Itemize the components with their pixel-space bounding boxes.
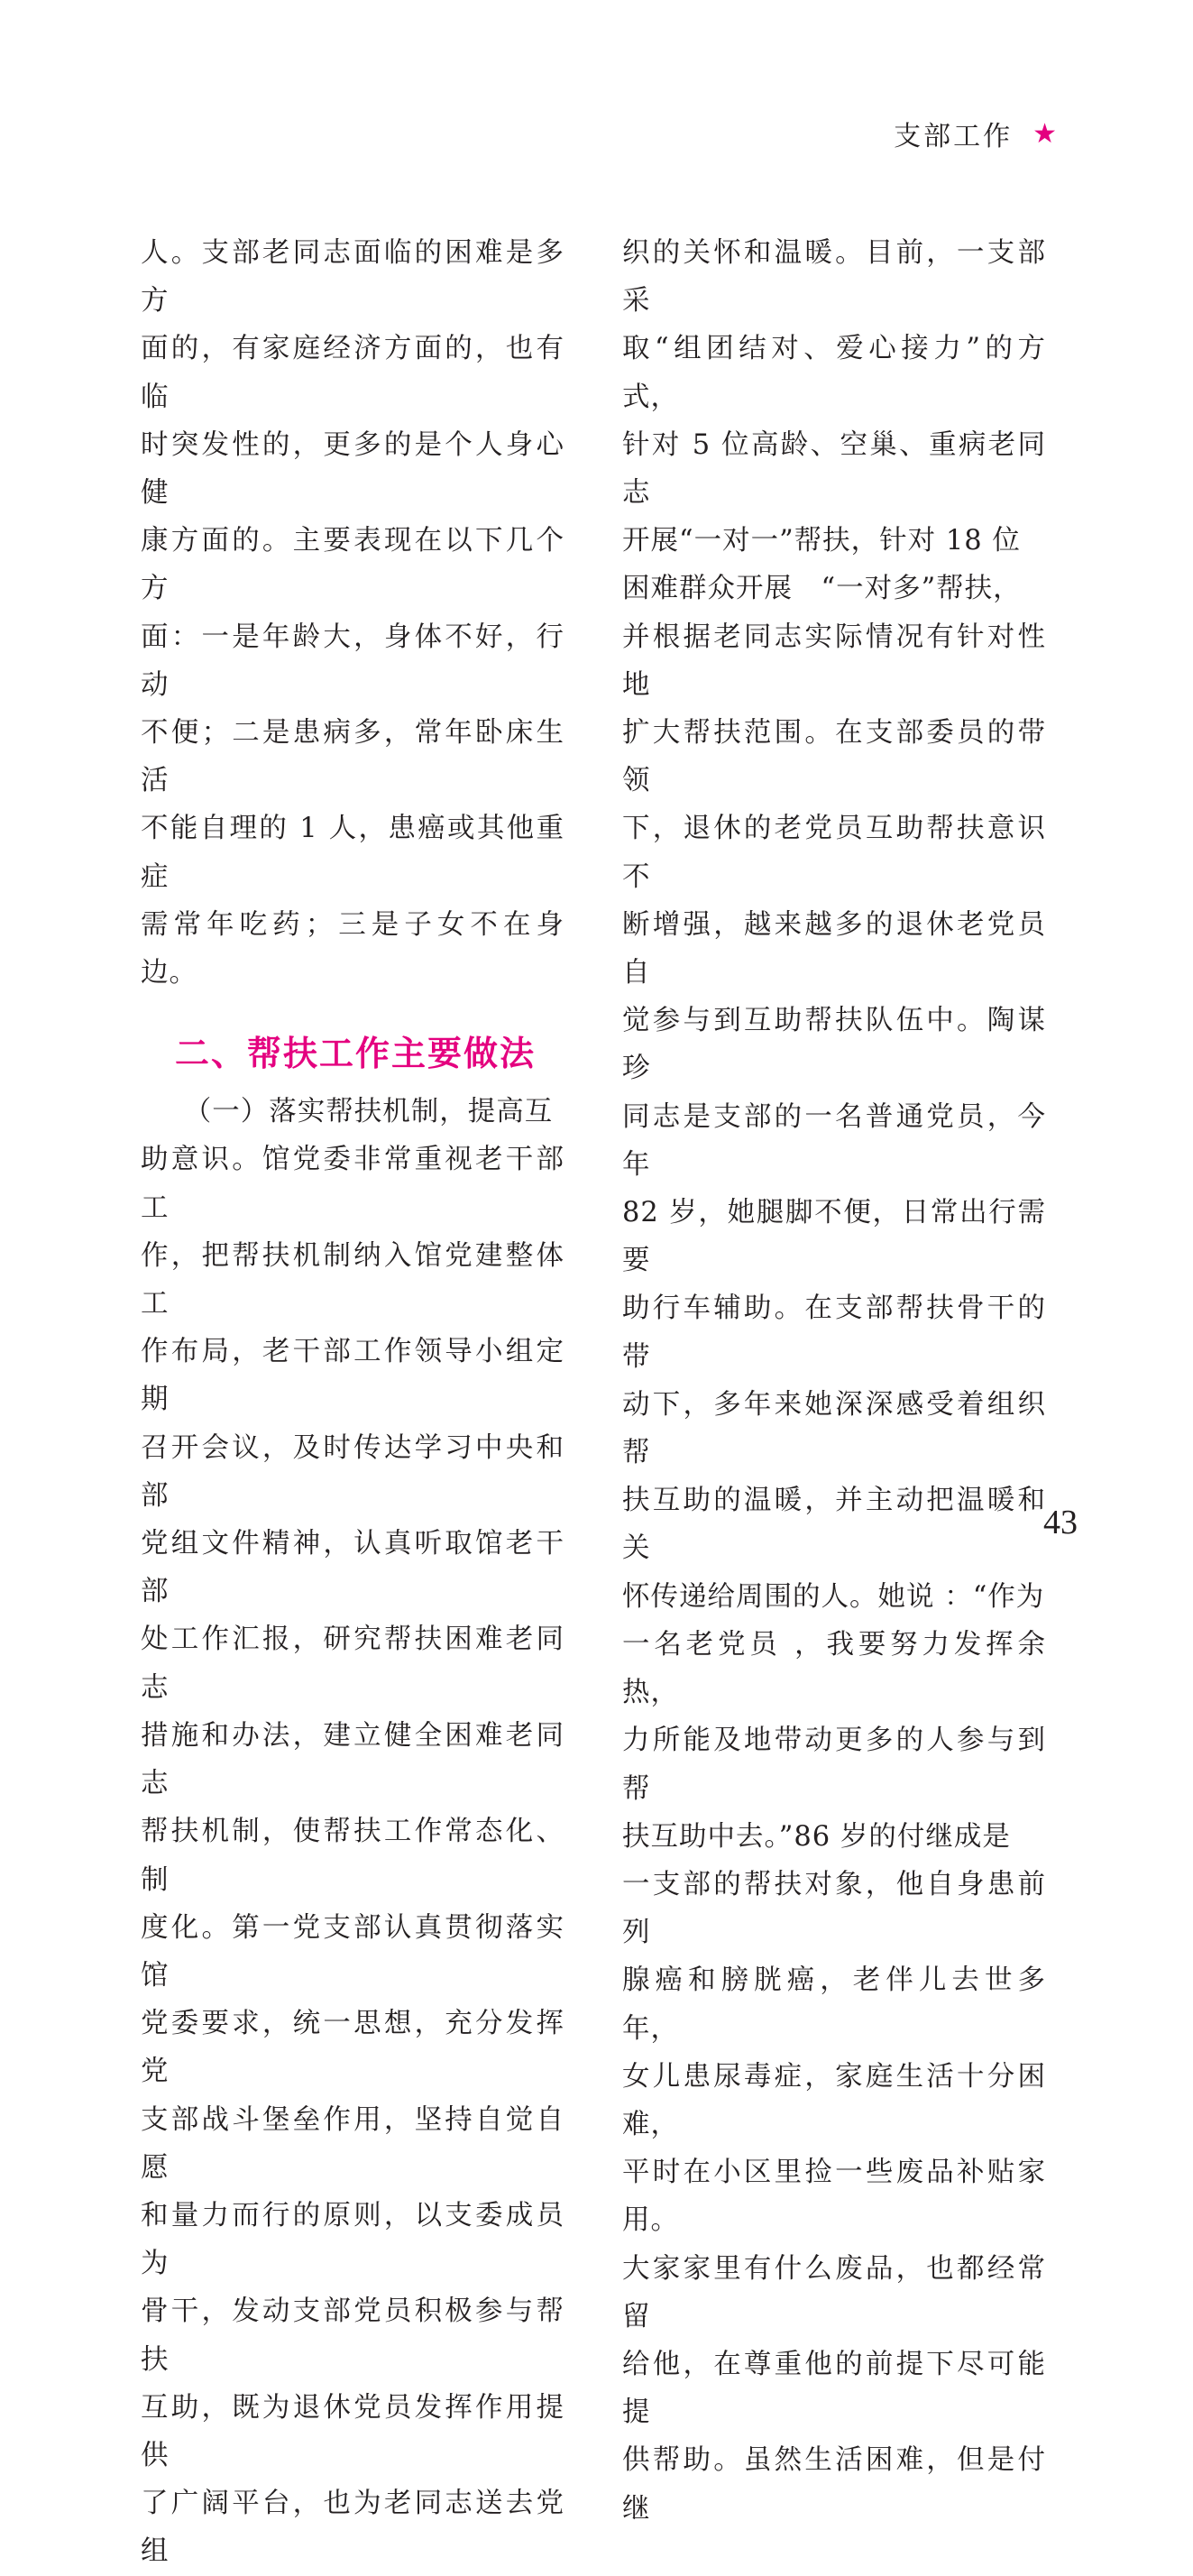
page-number: 43 (1043, 1504, 1078, 1541)
left-column (141, 229, 564, 2576)
star-icon: ★ (1032, 117, 1060, 150)
section-heading: 二、帮扶工作主要做法 (175, 1034, 537, 1074)
paragraph-intro: 人。支部老同志面临的困难是多方 面的，有家庭经济方面的，也有临 时突发性的，更多的是个人身心健 康方面的。主要表现在以下几个方 面：一是年龄大，身体不好，行动 不便；二是患病多，常年卧床生活 不能自理的 1 人，患癌或其他重症 需常年吃药；三是子女不在身边。 (141, 237, 564, 989)
section-title: 支部工作 (894, 121, 1014, 152)
right-column (622, 229, 1046, 2533)
paragraph-mechanism: （一）落实帮扶机制，提高互 助意识。馆党委非常重视老干部工 作，把帮扶机制纳入馆党建整体工 作布局，老干部工作领导小组定期 召开会议，及时传达学习中央和部 党组文件精神，认真听取馆老干部 处工作汇报，研究帮扶困难老同志 措施和办法，建立健全困难老同志 帮扶机制，使帮扶工作常态化、制 度化。第一党支部认真贯彻落实馆 党委要求，统一思想，充分发挥党 支部战斗堡垒作用，坚持自觉自愿 和量力而行的原则，以支委成员为 骨干，发动支部党员积极参与帮扶 互助，既为退休党员发挥作用提供 了广阔平台，也为老同志送去党组 (141, 1096, 564, 2568)
running-header (894, 114, 1060, 153)
paragraph-continued: 织的关怀和温暖。目前，一支部采 取“组团结对、爱心接力”的方式， 针对 5 位高龄、空巢、重病老同志 开展“一对一”帮扶，针对 18 位 困难群众开展 “一对多”帮扶， 并根据老同志实际情况有针对性地 扩大帮扶范围。在支部委员的带领 下，退休的老党员互助帮扶意识不 断增强，越来越多的退休老党员自 觉参与到互助帮扶队伍中。陶谋珍 同志是支部的一名普通党员，今年 82 岁，她腿脚不便，日常出行需要 助行车辅助。在支部帮扶骨干的带 动下，多年来她深深感受着组织帮 扶互助的温暖，并主动把温暖和关 怀传递给周围的人。她说 ：“作为 一名老党员 ，我要努力发挥余热， 力所能及地带动更多的人参与到帮 扶互助中去。”86 岁的付继成是 一支部的帮扶对象，他自身患前列 腺癌和膀胱癌，老伴儿去世多年， 女儿患尿毒症，家庭生活十分困难， 平时在小区里捡一些废品补贴家用。 大家家里有什么废品，也都经常留 给他，在尊重他的前提下尽可能提 供帮助。虽然生活困难，但是付继 (622, 237, 1046, 2525)
